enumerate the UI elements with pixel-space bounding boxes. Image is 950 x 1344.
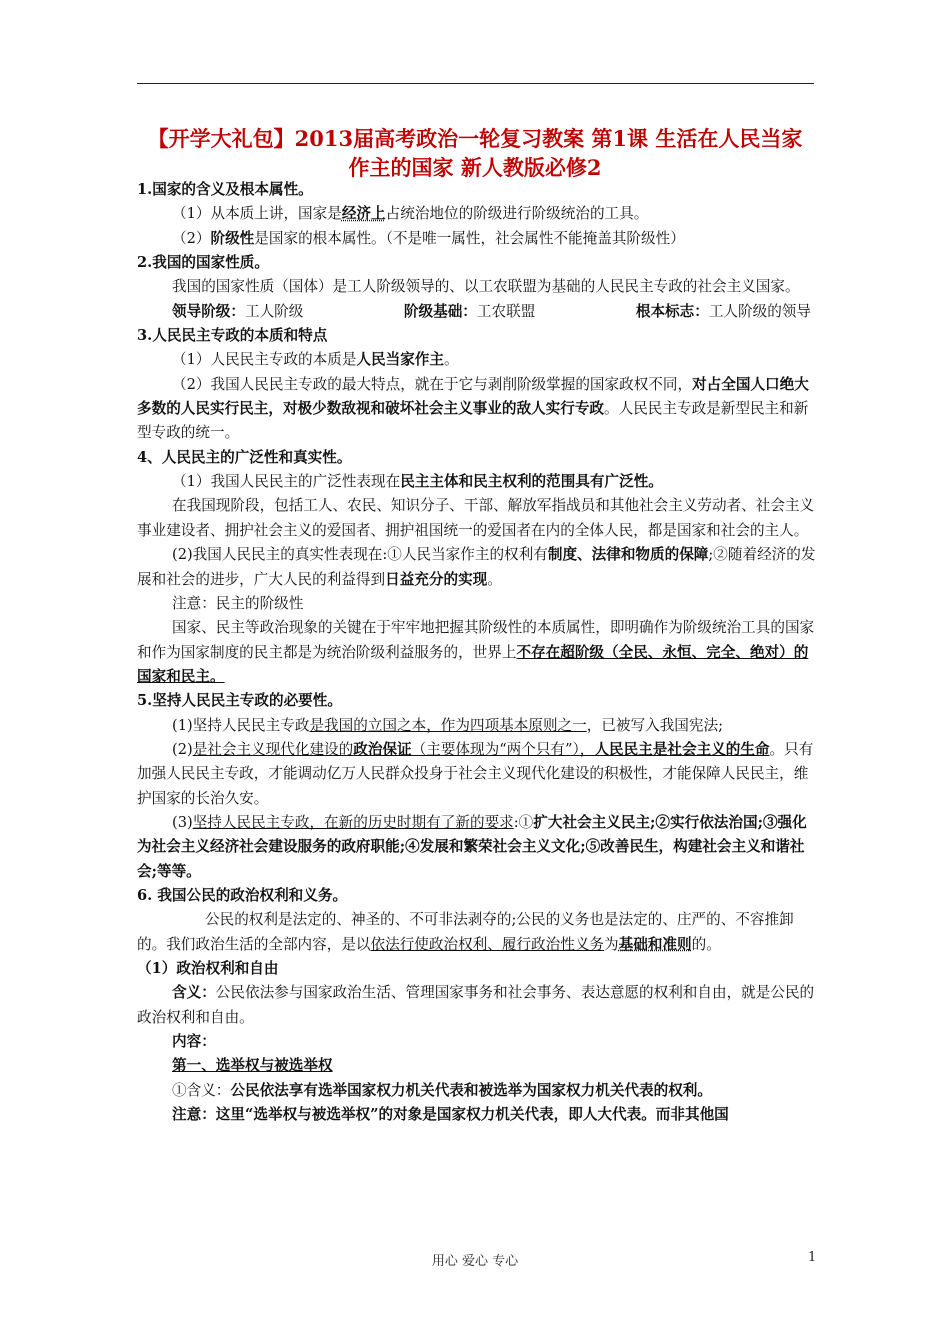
paragraph: (1)坚持人民民主专政是我国的立国之本，作为四项基本原则之一，已被写入我国宪法;: [172, 716, 723, 734]
key-point-class-basis: 阶级基础：工农联盟: [403, 302, 536, 320]
paragraph: 国家、民主等政治现象的关键在于牢牢地把握其阶级性的本质属性，即明确作为阶级统治工具的国家和作为国家制度的民主都是为统治阶级利益服务的，世界上不存在超阶级（全民、永恒、完全、绝对）的国家和民主。: [137, 619, 815, 685]
section-6-heading: 6. 我国公民的政治权利和义务。: [137, 886, 348, 904]
paragraph: （2）阶级性是国家的根本属性。（不是唯一属性，社会属性不能掩盖其阶级性）: [172, 229, 685, 247]
section-5-heading: 5.坚持人民民主专政的必要性。: [137, 692, 342, 710]
footer-text: 用心 爱心 专心: [431, 1254, 519, 1269]
document-title: [130, 124, 820, 182]
title-line-2: 作主的国家 新人教版必修2: [348, 155, 602, 180]
paragraph: (2)我国人民民主的真实性表现在:①人民当家作主的权利有制度、法律和物质的保障;②随着经济的发展和社会的进步，广大人民的利益得到日益充分的实现。: [137, 546, 816, 588]
paragraph: ①含义：公民依法享有选举国家权力机关代表和被选举为国家权力机关代表的权利。: [172, 1081, 712, 1099]
paragraph: 我国的国家性质（国体）是工人阶级领导的、以工农联盟为基础的人民民主专政的社会主义国家。: [172, 278, 800, 296]
note: 注意：民主的阶级性: [172, 594, 304, 612]
paragraph: (2)是社会主义现代化建设的政治保证（主要体现为“两个只有”），人民民主是社会主义的生命。只有加强人民民主专政，才能调动亿万人民群众投身于社会主义现代化建设的积极性，才能保障人民民主，维护国家的长治久安。: [137, 740, 814, 807]
document-body: [137, 178, 817, 1127]
section-4-heading: 4、人民民主的广泛性和真实性。: [137, 448, 352, 466]
title-line-1: 【开学大礼包】2013届高考政治一轮复习教案 第1课 生活在人民当家: [147, 126, 803, 151]
paragraph: 在我国现阶段，包括工人、农民、知识分子、干部、解放军指战员和其他社会主义劳动者、社会主义事业建设者、拥护社会主义的爱国者、拥护祖国统一的爱国者在内的全体人民，都是国家和社会的主人。: [137, 497, 815, 539]
paragraph: (3)坚持人民民主专政，在新的历史时期有了新的要求:①扩大社会主义民主;②实行依法治国;③强化为社会主义经济社会建设服务的政府职能;④发展和繁荣社会主义文化;⑤改善民生，构建社会主义和谐社会;等等。: [137, 813, 807, 880]
paragraph: 公民的权利是法定的、神圣的、不可非法剥夺的;公民的义务也是法定的、庄严的、不容推卸的。我们政治生活的全部内容，是以依法行使政治权利、履行政治性义务为基础和准则的。: [137, 911, 794, 953]
section-1-heading: 1.国家的含义及根本属性。: [137, 181, 313, 198]
page-number: 1: [808, 1250, 817, 1265]
key-point-leading-class: 领导阶级：工人阶级: [172, 302, 304, 320]
paragraph: （1）人民民主专政的本质是人民当家作主。: [172, 351, 459, 369]
header-rule: [137, 83, 814, 84]
paragraph: 含义：公民依法参与国家政治生活、管理国家事务和社会事务、表达意愿的权利和自由，就是公民的政治权利和自由。: [137, 984, 815, 1026]
paragraph: （2）我国人民民主专政的最大特点，就在于它与剥削阶级掌握的国家政权不同，对占全国人口绝大多数的人民实行民主，对极少数敌视和破坏社会主义事业的敌人实行专政。人民民主专政是新型民主和新型专政的统一。: [137, 375, 809, 442]
note: 注意：这里“选举权与被选举权”的对象是国家权力机关代表，即人大代表。而非其他国: [172, 1106, 729, 1124]
section-2-heading: 2.我国的国家性质。: [137, 254, 269, 272]
paragraph: （1）我国人民民主的广泛性表现在民主主体和民主权利的范围具有广泛性。: [172, 473, 663, 491]
subsection-first-heading: 第一、选举权与被选举权: [172, 1057, 333, 1075]
key-point-fundamental-sign: 根本标志：工人阶级的领导: [635, 302, 811, 320]
content-label: 内容：: [172, 1033, 216, 1051]
key-points-row: [137, 300, 817, 324]
paragraph: （1）从本质上讲，国家是经济上占统治地位的阶级进行阶级统治的工具。: [172, 205, 649, 223]
subsection-heading: （1）政治权利和自由: [137, 960, 279, 977]
section-3-heading: 3.人民民主专政的本质和特点: [137, 327, 328, 345]
